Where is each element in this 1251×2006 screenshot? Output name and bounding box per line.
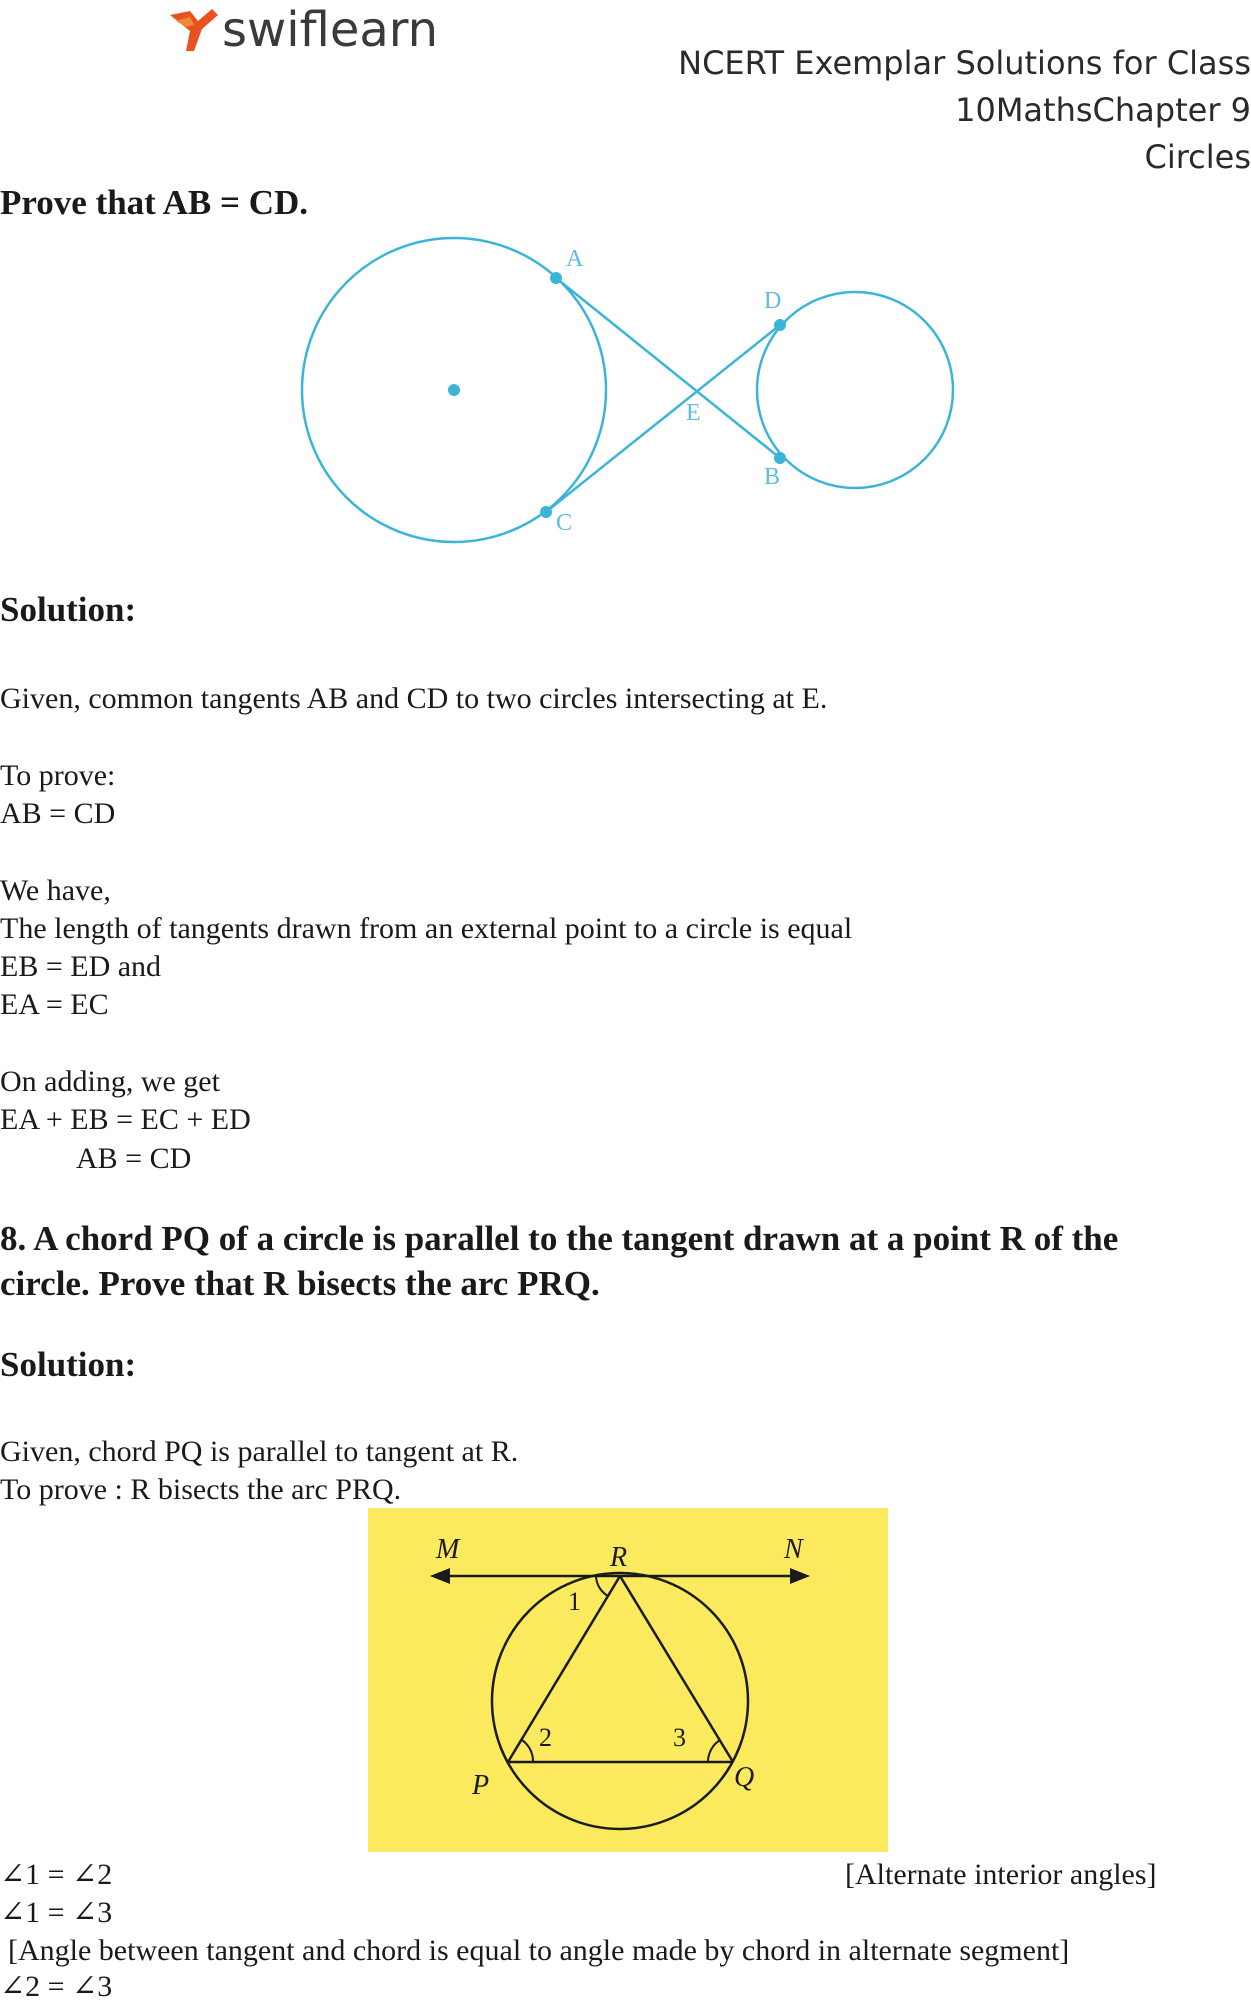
tangent-circles-diagram: [290, 230, 970, 550]
document-title: [631, 40, 1251, 181]
solution-1-adding: On adding, we get: [0, 1065, 220, 1098]
small-circle: [757, 292, 953, 488]
solution-2-heading: Solution:: [0, 1345, 137, 1384]
solution-2-eq2: ∠1 = ∠3: [0, 1896, 113, 1929]
solution-2-eq1: ∠1 = ∠2: [0, 1858, 113, 1891]
prove-heading: Prove that AB = CD.: [0, 183, 309, 222]
label-c: C: [556, 510, 573, 536]
solution-1-given: Given, common tangents AB and CD to two circles intersecting at E.: [0, 682, 828, 715]
label-a: A: [566, 246, 584, 272]
title-line-1: NCERT Exemplar Solutions for Class: [678, 44, 1251, 82]
solution-2-given: Given, chord PQ is parallel to tangent at R.: [0, 1435, 519, 1468]
question-8-line-2: circle. Prove that R bisects the arc PRQ.: [0, 1264, 600, 1303]
solution-1-result: AB = CD: [76, 1142, 192, 1175]
logo-text: swiflearn: [222, 2, 439, 58]
solution-1-heading: Solution:: [0, 590, 137, 629]
point-b: [774, 452, 786, 464]
solution-2-eq2-reason: [Angle between tangent and chord is equal to angle made by chord in alternate segment]: [8, 1934, 1070, 1967]
label-angle-3: 3: [673, 1723, 686, 1752]
solution-1-sum: EA + EB = EC + ED: [0, 1103, 251, 1136]
solution-1-to-prove-label: To prove:: [0, 759, 116, 792]
label-e: E: [686, 400, 701, 426]
label-angle-2: 2: [539, 1723, 552, 1752]
title-line-3: Circles: [1144, 138, 1251, 176]
question-8-line-1: 8. A chord PQ of a circle is parallel to the tangent drawn at a point R of the: [0, 1219, 1119, 1258]
solution-1-tangent-fact: The length of tangents drawn from an external point to a circle is equal: [0, 912, 853, 945]
label-b: B: [764, 464, 781, 490]
solution-2-eq3: ∠2 = ∠3: [0, 1970, 113, 2003]
solution-1-we-have: We have,: [0, 874, 111, 907]
swiflearn-logo-icon: [168, 7, 220, 53]
logo: [168, 0, 438, 60]
center-point: [448, 384, 460, 396]
title-line-2: 10MathsChapter 9: [955, 91, 1251, 129]
point-c: [540, 506, 552, 518]
solution-1-eq2: EA = EC: [0, 988, 109, 1021]
solution-2-eq1-reason: [Alternate interior angles]: [845, 1858, 1157, 1891]
solution-1-to-prove: AB = CD: [0, 797, 116, 830]
tangent-ab: [556, 278, 780, 458]
point-a: [550, 272, 562, 284]
tangent-cd: [546, 325, 780, 512]
label-n: N: [784, 1534, 803, 1565]
chord-tangent-diagram: [368, 1508, 888, 1852]
label-d: D: [764, 288, 782, 314]
solution-1-eq1: EB = ED and: [0, 950, 162, 983]
point-d: [774, 319, 786, 331]
solution-2-to-prove: To prove : R bisects the arc PRQ.: [0, 1473, 402, 1506]
label-m: M: [436, 1534, 460, 1565]
label-angle-1: 1: [568, 1587, 581, 1616]
label-r: R: [610, 1542, 628, 1573]
label-q: Q: [734, 1762, 755, 1793]
label-p: P: [472, 1770, 490, 1801]
